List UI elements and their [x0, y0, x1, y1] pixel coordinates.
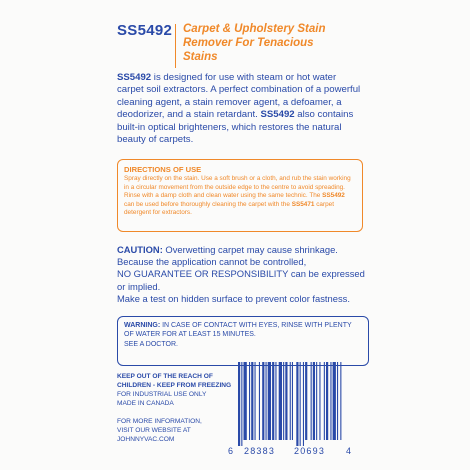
caution-section	[117, 244, 367, 305]
barcode-bar	[285, 362, 287, 440]
title-line-1: Carpet & Upholstery Stain	[183, 23, 326, 35]
barcode-bar	[292, 362, 293, 440]
barcode-digit-left: 6	[228, 446, 234, 456]
barcode-bar	[326, 362, 328, 440]
intro-code-2: SS5492	[260, 109, 295, 121]
product-code: SS5492	[117, 22, 173, 39]
barcode-bar	[319, 362, 320, 440]
intro-paragraph	[117, 72, 365, 146]
barcode-bars	[226, 360, 354, 448]
directions-title: DIRECTIONS OF USE	[124, 165, 202, 174]
directions-code-2: SS5471	[291, 200, 315, 208]
barcode-bar	[305, 362, 307, 440]
warning-text	[124, 321, 362, 340]
keep-line-3: FOR INDUSTRIAL USE ONLY	[117, 391, 207, 398]
warning-label: WARNING:	[124, 322, 161, 329]
barcode-bar	[290, 362, 291, 440]
directions-text-1: Spray directly on the stain. Use a soft brush or a cloth, and rub the stain working in a circular movement from the outside edge to the centre to avoid spreading. Rinse with a damp cloth and clean water using the same technic. The	[124, 175, 351, 200]
barcode-bar	[337, 362, 338, 440]
directions-text-3: carpet detergent for extractors.	[124, 200, 334, 217]
barcode-bar	[333, 362, 336, 440]
intro-text-1: is designed for use with steam or hot water carpet soil extractors. A perfect combination of a powerful cleaning agent, a stain remover agent, a defoamer, a deodorizer, and a stain retardant.	[117, 72, 361, 121]
barcode-bar	[268, 362, 271, 440]
barcode-bar	[241, 362, 242, 446]
barcode-bar	[303, 362, 304, 446]
barcode-bar	[296, 362, 298, 446]
barcode-bar	[311, 362, 312, 440]
barcode-bar	[313, 362, 315, 440]
caution-text-1: Overwetting carpet may cause shrinkage.	[162, 244, 338, 255]
directions-code-1: SS5492	[322, 192, 345, 200]
barcode-bar	[330, 362, 331, 440]
barcode-bar	[255, 362, 256, 440]
caution-line-3: NO GUARANTEE OR RESPONSIBILITY can be expressed or implied.	[117, 268, 365, 292]
intro-text-2: also contains built-in optical brighteners, which restores the natural beauty of carpets.	[117, 109, 354, 146]
keep-line-1: KEEP OUT OF THE REACH OF	[117, 373, 213, 380]
more-info-line-1: FOR MORE INFORMATION,	[117, 418, 202, 425]
caution-line-4: Make a test on hidden surface to prevent color fastness.	[117, 292, 350, 304]
barcode-bar	[324, 362, 325, 440]
barcode-bar	[340, 362, 341, 440]
warning-body: IN CASE OF CONTACT WITH EYES, RINSE WITH PLENTY OF WATER FOR AT LEAST 15 MINUTES.	[124, 322, 352, 339]
barcode-group-2: 20693	[294, 446, 326, 456]
more-info-website: JOHNNYVAC.COM	[117, 436, 175, 443]
barcode-bar	[300, 362, 301, 446]
barcode-bar	[316, 362, 317, 440]
directions-box	[117, 159, 363, 232]
warning-box	[117, 316, 369, 366]
barcode-bar	[251, 362, 253, 440]
barcode-bar	[266, 362, 267, 440]
barcode-digit-right: 4	[346, 446, 352, 456]
warning-line-2: SEE A DOCTOR.	[124, 340, 178, 348]
directions-text-2: can be used before thoroughly cleaning the carpet with the	[124, 200, 292, 208]
directions-text	[124, 175, 356, 218]
barcode-bar	[238, 362, 240, 446]
caution-label: CAUTION:	[117, 244, 163, 255]
intro-code: SS5492	[117, 72, 152, 83]
barcode-bar	[275, 362, 276, 440]
caution-line-2: Because the application cannot be controlled,	[117, 256, 307, 268]
caution-line-1	[117, 244, 367, 256]
barcode-bar	[272, 362, 274, 440]
keep-line-2: CHILDREN - KEEP FROM FREEZING	[117, 382, 232, 389]
barcode-bar	[259, 362, 260, 440]
barcode-bar	[244, 362, 247, 440]
barcode-bar	[279, 362, 282, 440]
barcode-group-1: 28383	[244, 446, 276, 456]
product-title	[183, 22, 373, 64]
barcode	[226, 360, 354, 466]
header-divider	[175, 24, 176, 68]
title-line-3: Stains	[183, 51, 218, 63]
barcode-bar	[262, 362, 264, 440]
product-header	[117, 22, 377, 70]
more-info-line-2: VISIT OUR WEBSITE AT	[117, 427, 191, 434]
title-line-2: Remover For Tenacious	[183, 37, 314, 49]
barcode-bar	[283, 362, 284, 440]
keep-line-4: MADE IN CANADA	[117, 400, 174, 407]
barcode-bar	[249, 362, 250, 440]
